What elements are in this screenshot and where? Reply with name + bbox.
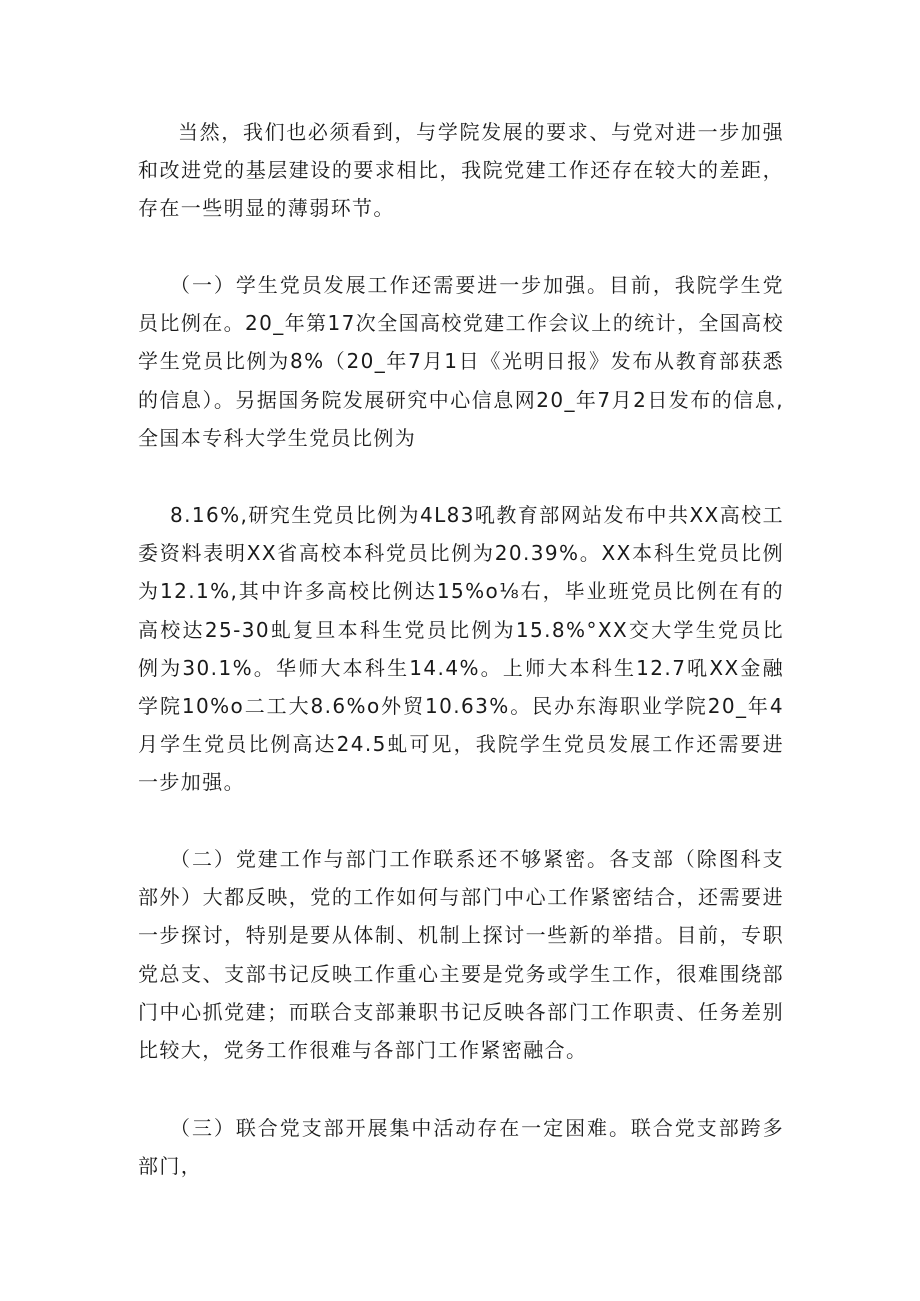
paragraph-section-1: （一）学生党员发展工作还需要进一步加强。目前，我院学生党员比例在。20_年第17次全国高校党建工作会议上的统计，全国高校学生党员比例为8%（20_年7月1日《光明日报》发布从教育部获悉的信息）。另据国务院发展研究中心信息网20_年7月2日发布的信息,全国本专科大学生党员比例为 [138, 273, 784, 450]
paragraph-intro: 当然，我们也必须看到，与学院发展的要求、与党对进一步加强和改进党的基层建设的要求相比，我院党建工作还存在较大的差距，存在一些明显的薄弱环节。 [138, 120, 784, 221]
paragraph-section-1-continued: 8.16%,研究生党员比例为4L83吼教育部网站发布中共XX高校工委资料表明XX省高校本科党员比例为20.39%。XX本科生党员比例为12.1%,其中许多高校比例达15%o⅛右，毕业班党员比例在有的高校达25-30虬复旦本科生党员比例为15.8%°XX交大学生党员比例为30.1%。华师大本科生14.4%。上师大本科生12.7吼XX金融学院10%o二工大8.6%o外贸10.63%。民办东海职业学院20_年4月学生党员比例高达24.5虬可见，我院学生党员发展工作还需要进一步加强。 [138, 503, 784, 795]
paragraph-section-3: （三）联合党支部开展集中活动存在一定困难。联合党支部跨多部门， [138, 1116, 784, 1179]
paragraph-section-2: （二）党建工作与部门工作联系还不够紧密。各支部（除图科支部外）大都反映，党的工作如何与部门中心工作紧密结合，还需要进一步探讨，特别是要从体制、机制上探讨一些新的举措。目前，专职党总支、支部书记反映工作重心主要是党务或学生工作，很难围绕部门中心抓党建；而联合支部兼职书记反映各部门工作职责、任务差别比较大，党务工作很难与各部门工作紧密融合。 [138, 847, 784, 1063]
